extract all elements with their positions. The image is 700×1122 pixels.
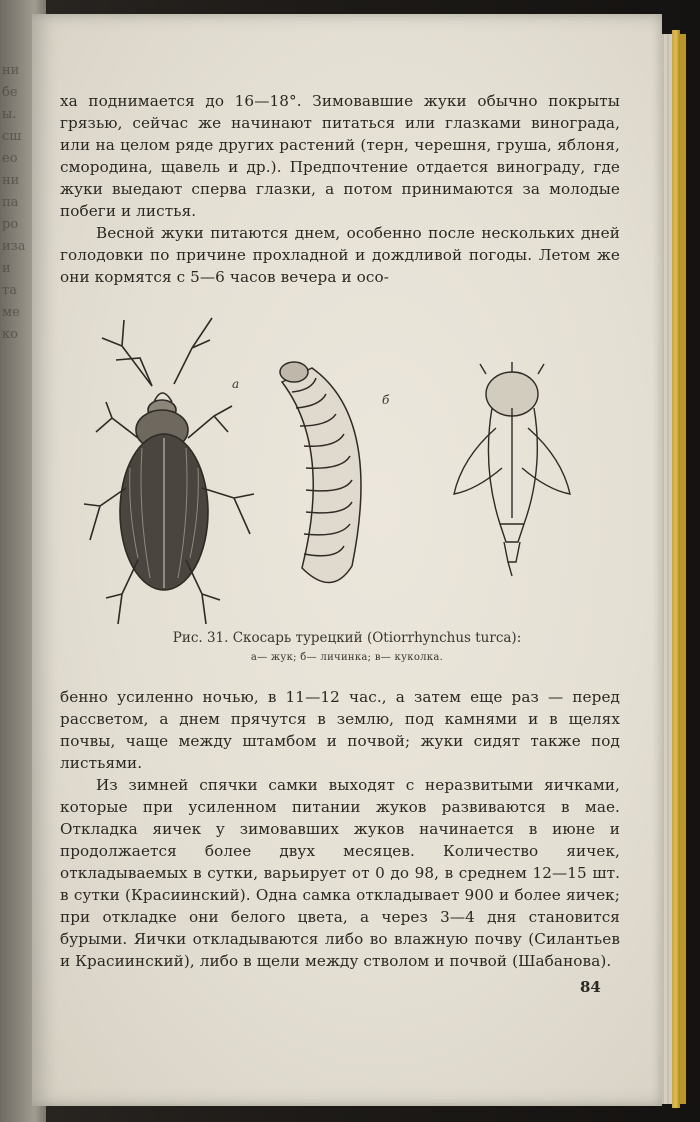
- label-a: а: [232, 377, 240, 391]
- bottom-text-block: [60, 686, 620, 972]
- left-page-ghost-text: ни бе ы. сш ео ни па ро иза и та ме ко: [2, 63, 26, 342]
- top-text-block: [60, 90, 620, 288]
- page-number: 84: [580, 978, 601, 996]
- figure-31-illustration: [82, 298, 582, 632]
- paragraph-4: Из зимней спячки самки выходят с неразвитыми яичками, которые при усиленном питании жуков развиваются в мае. Откладка яичек у зимовавших жуков начинается в июне и продолжается более двух месяцев. Количество яичек, откладываемых в сутки, варьирует от 0 до 98, в среднем 12—15 шт. в сутки (Красиинский). Одна самка откладывает 900 и более яичек; при откладке они белого цвета, а через 3—4 дня становится бурыми. Яички откладываются либо во влажную почву (Силантьев и Красиинский), либо в щели между стволом и почвой (Шабанова).: [60, 776, 620, 970]
- pupa-drawing: [454, 362, 570, 576]
- paragraph-3: бенно усиленно ночью, в 11—12 час., а затем еще раз — перед рассветом, а днем прячутся в землю, под камнями и в щелях почвы, чаще между штамбом и почвой; жуки сидят также под листьями.: [60, 688, 620, 772]
- label-b: б: [382, 393, 390, 407]
- figure-caption-legend: а— жук; б— личинка; в— куколка.: [250, 652, 444, 663]
- larva-drawing: [280, 362, 361, 583]
- beetle-drawing: [84, 318, 254, 624]
- gilt-edge: [672, 30, 680, 1108]
- book-page: [32, 14, 662, 1106]
- figure-caption: Рис. 31. Скосарь турецкий (Otiorrhynchus turca):: [172, 630, 522, 646]
- paragraph-1: ха поднимается до 16—18°. Зимовавшие жуки обычно покрыты грязью, сейчас же начинают питаться или глазками винограда, или на целом ряде других растений (терн, черешня, груша, яблоня, смородина, щавель и др.). Предпочтение отдается винограду, где жуки выедают сперва глазки, а потом принимаются за молодые побеги и листья.: [60, 92, 620, 220]
- paragraph-2: Весной жуки питаются днем, особенно после нескольких дней голодовки по причине прохладной и дождливой погоды. Летом же они кормятся с 5—6 часов вечера и осо-: [60, 224, 620, 286]
